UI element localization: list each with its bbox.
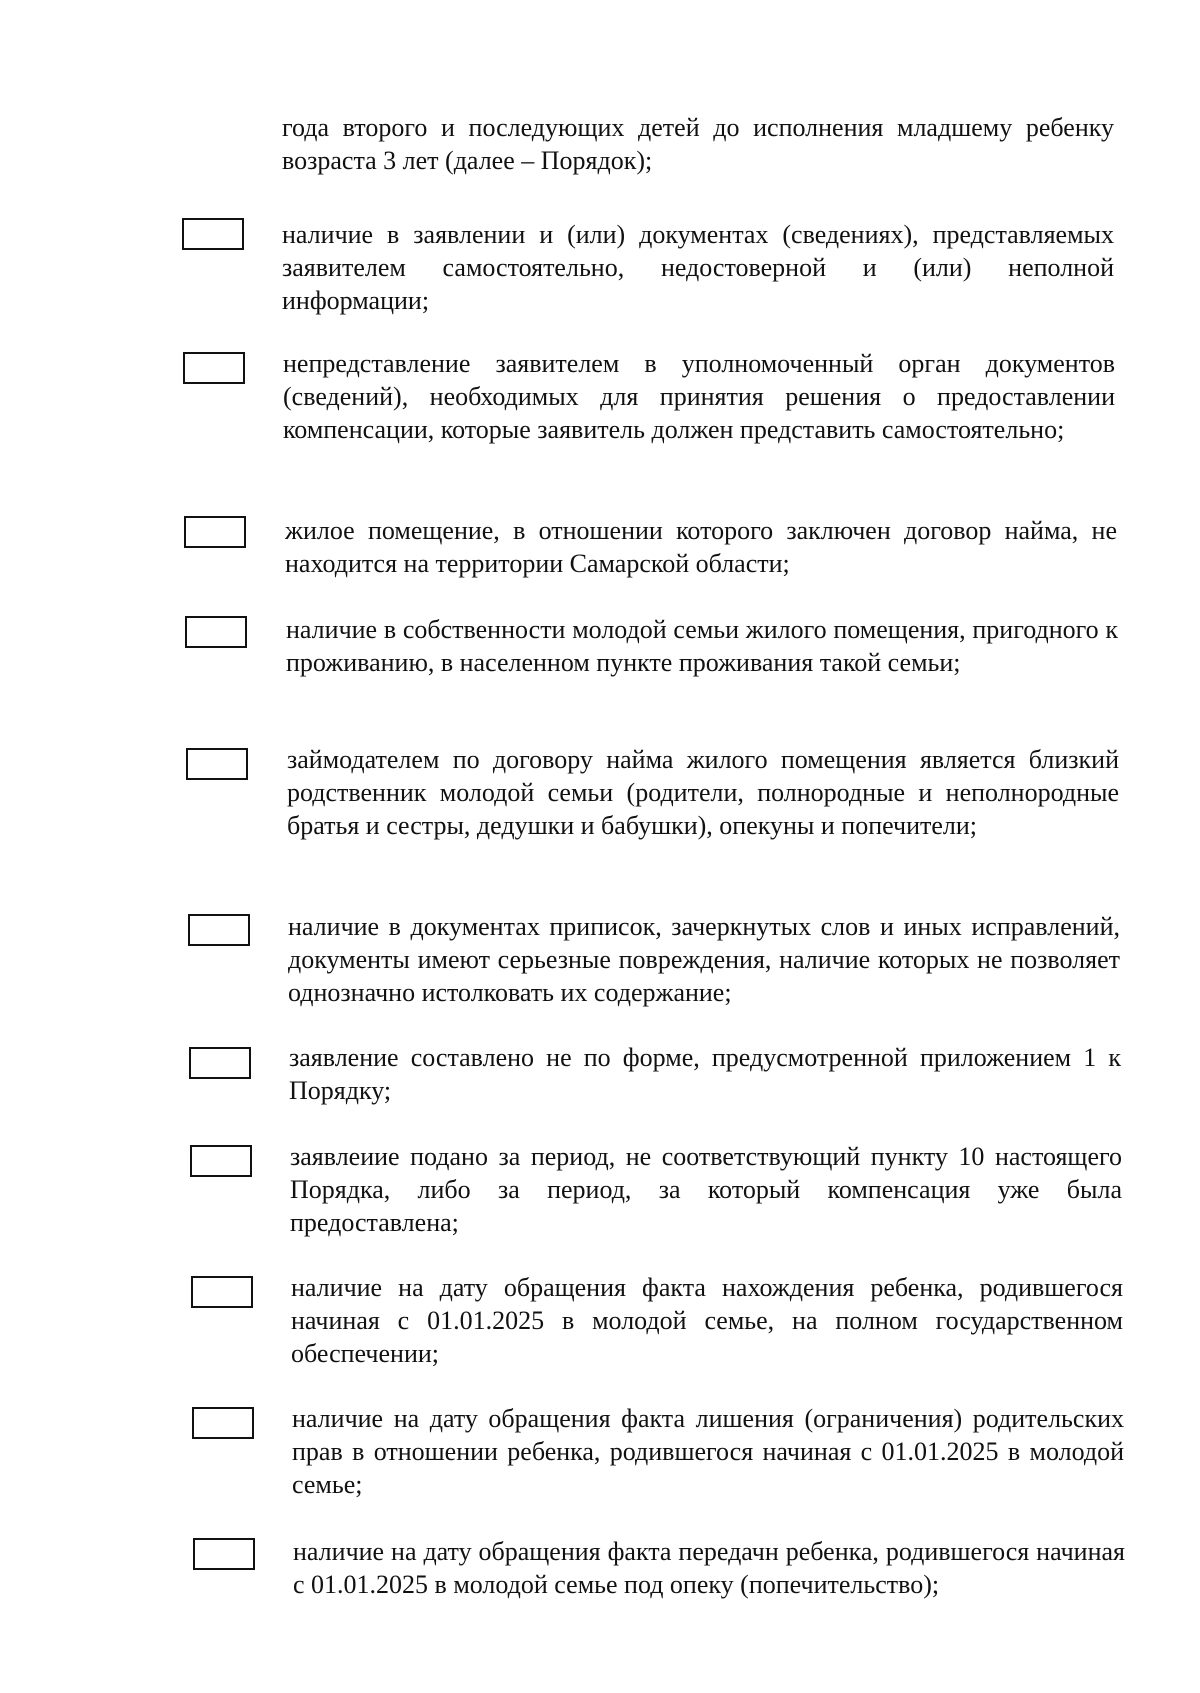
checkbox[interactable] <box>191 1276 253 1308</box>
item-text: жилое помещение, в отношении которого заключен договор найма, не находится на территории Самарской области; <box>285 516 1117 578</box>
intro-paragraph: года второго и последующих детей до исполнения младшему ребенку возраста 3 лет (далее – Порядок); <box>282 113 1114 175</box>
item-text: непредставление заявителем в уполномоченный орган документов (сведений), необходимых для принятия решения о предоставлении компенсации, которые заявитель должен представить самостоятельно; <box>283 349 1115 444</box>
item-text: наличие на дату обращения факта передачн ребенка, родившегося начиная с 01.01.2025 в молодой семье под опеку (попечительство); <box>293 1537 1125 1599</box>
item-text: заявление составлено не по форме, предусмотренной приложением 1 к Порядку; <box>289 1043 1121 1105</box>
checkbox[interactable] <box>190 1145 252 1177</box>
checkbox[interactable] <box>186 748 248 780</box>
checkbox[interactable] <box>182 218 244 250</box>
item-text: займодателем по договору найма жилого помещения является близкий родственник молодой семьи (родители, полнородные и неполнородные братья и сестры, дедушки и бабушки), опекуны и попечители; <box>287 745 1119 840</box>
item-text: наличие в документах приписок, зачеркнутых слов и иных исправлений, документы имеют серьезные повреждения, наличие которых не позволяет однозначно истолковать их содержание; <box>288 912 1120 1007</box>
checkbox[interactable] <box>184 516 246 548</box>
item-text: наличие в заявлении и (или) документах (сведениях), представляемых заявителем самостоятельно, недостоверной и (или) неполной информации; <box>282 220 1114 315</box>
item-text: заявлеиие подано за период, не соответствующий пункту 10 настоящего Порядка, либо за период, за который компенсация уже была предоставлена; <box>290 1142 1122 1237</box>
item-text: наличие в собственности молодой семьи жилого помещения, пригодного к проживанию, в населенном пункте проживания такой семьи; <box>286 615 1118 677</box>
checkbox[interactable] <box>189 1047 251 1079</box>
checkbox[interactable] <box>185 616 247 648</box>
checkbox[interactable] <box>188 914 250 946</box>
checkbox[interactable] <box>193 1538 255 1570</box>
item-text: наличие на дату обращения факта нахождения ребенка, родившегося начиная с 01.01.2025 в молодой семье, на полном государственном обеспечении; <box>291 1273 1123 1368</box>
item-text: наличие на дату обращения факта лишения (ограничения) родительских прав в отношении ребенка, родившегося начиная с 01.01.2025 в молодой семье; <box>292 1404 1124 1499</box>
checkbox[interactable] <box>192 1407 254 1439</box>
checkbox[interactable] <box>183 352 245 384</box>
